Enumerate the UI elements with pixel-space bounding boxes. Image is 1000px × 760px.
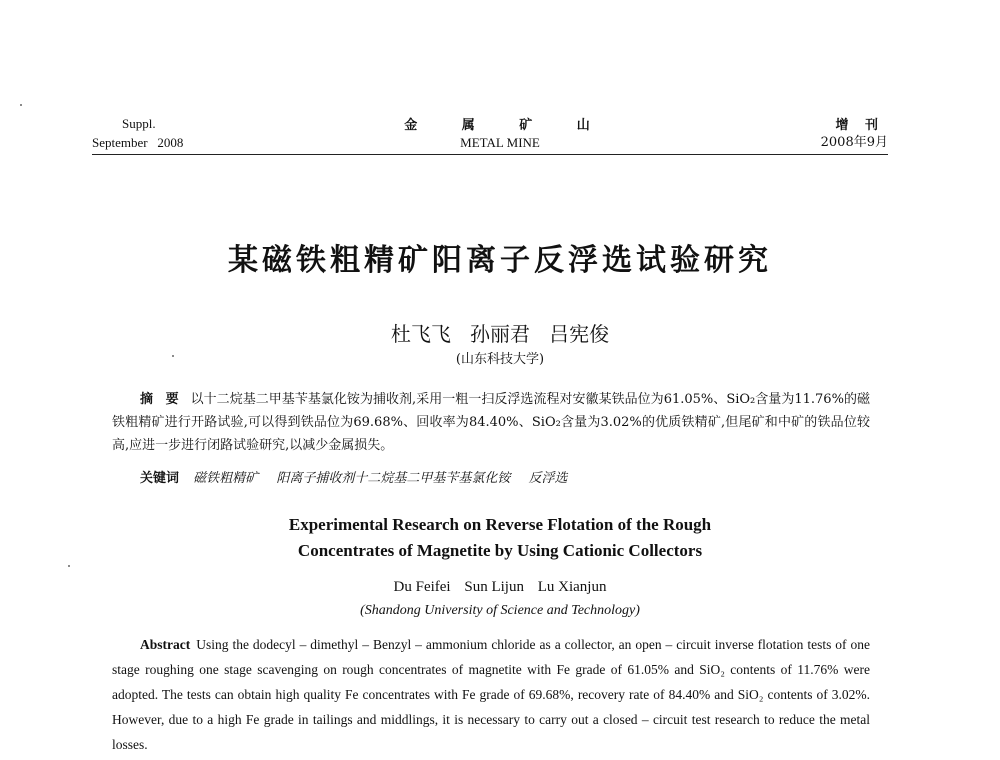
paper-title-en (0, 512, 1000, 564)
paper-title-cn: 某磁铁粗精矿阳离子反浮选试验研究 (228, 243, 772, 278)
header-date-cn: 2008年9月 (820, 135, 888, 150)
authors-cn: 杜飞飞 孙丽君 吕宪俊 (390, 322, 610, 346)
header-journal-en: METAL MINE (460, 135, 540, 150)
keyword-item: 磁铁粗精矿 (193, 471, 259, 486)
header-suppl: Suppl. (122, 116, 156, 131)
author-en: Lu Xianjun (537, 579, 607, 595)
affiliation-cn: (山东科技大学) (455, 352, 545, 367)
abstract-en-label: Abstract (140, 637, 191, 652)
paper-title-en-line1: Experimental Research on Reverse Flotation of the Rough (288, 515, 712, 534)
keywords-cn (140, 469, 870, 489)
speck (68, 565, 70, 567)
header-journal-cn: 金 属 矿 山 (404, 118, 596, 133)
keyword-item: 阳离子捕收剂十二烷基二甲基苄基氯化铵 (276, 471, 511, 486)
keyword-item: 反浮选 (528, 471, 568, 486)
affiliation-en: (Shandong University of Science and Technology) (360, 603, 640, 618)
author-en: Du Feifei (393, 579, 451, 595)
header-rule (92, 154, 888, 155)
authors-en (0, 579, 1000, 596)
abstract-cn (112, 388, 870, 457)
abstract-cn-text: 以十二烷基二甲基苄基氯化铵为捕收剂,采用一粗一扫反浮选流程对安徽某铁品位为61.05%、SiO₂含量为11.76%的磁铁粗精矿进行开路试验,可以得到铁品位为69.68%、回收率为84.40%、SiO₂含量为3.02%的优质铁精矿,但尾矿和中矿的铁品位较高,应进一步进行闭路试验研究,以减少金属损失。 (112, 392, 870, 453)
author-en: Sun Lijun (464, 579, 524, 595)
paper-title-en-line2: Concentrates of Magnetite by Using Cationic Collectors (297, 541, 703, 560)
header-date-en: September 2008 (92, 135, 184, 150)
header-suppl-cn: 增 刊 (835, 118, 884, 133)
keywords-cn-label: 关键词 (140, 471, 180, 486)
speck (20, 104, 22, 106)
abstract-en (112, 632, 870, 757)
abstract-en-text: Using the dodecyl – dimethyl – Benzyl – ammonium chloride as a collector, an open – circuit inverse flotation tests of one stage roughing one stage scavenging on rough concentrates of magnetite with Fe grade of 61.05% and SiO₂ contents of 11.76% were adopted. The tests can obtain high quality Fe concentrates with Fe grade of 69.68%, recovery rate of 84.40% and SiO₂ contents of 3.02%. However, due to a high Fe grade in tailings and middlings, it is necessary to carry out a closed – circuit test research to reduce the metal losses. (112, 637, 870, 752)
abstract-cn-label: 摘 要 (140, 392, 183, 407)
